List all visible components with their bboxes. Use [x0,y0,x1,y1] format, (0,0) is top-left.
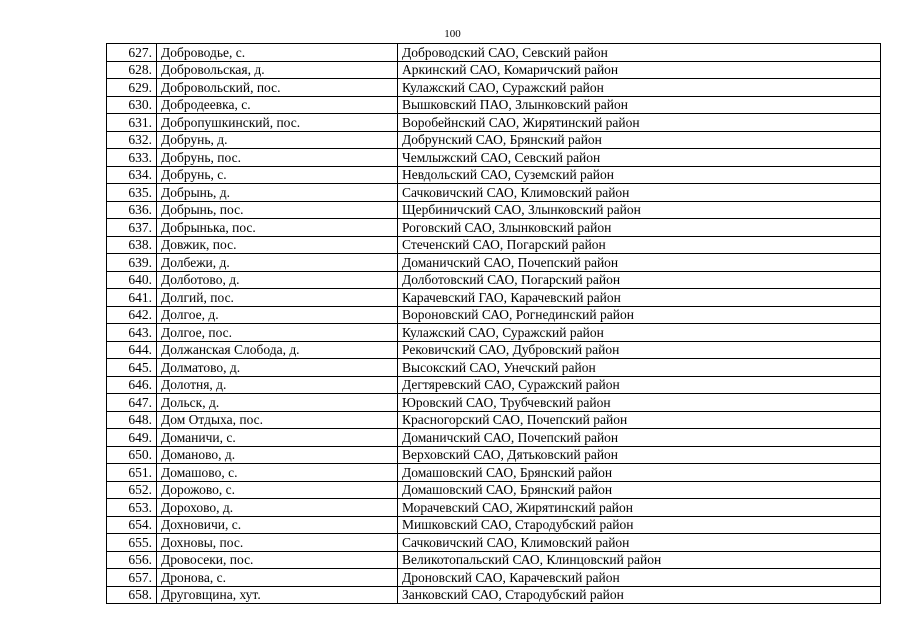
settlement-name: Долотня, д. [157,376,398,394]
administrative-unit: Красногорский САО, Почепский район [398,411,881,429]
administrative-unit: Великотопальский САО, Клинцовский район [398,551,881,569]
administrative-unit: Сачковичский САО, Климовский район [398,534,881,552]
settlements-table [106,43,881,604]
table-row [107,289,881,307]
settlement-name: Добровольский, пос. [157,79,398,97]
administrative-unit: Карачевский ГАО, Карачевский район [398,289,881,307]
settlement-name: Дохновы, пос. [157,534,398,552]
settlement-name: Добропушкинский, пос. [157,114,398,132]
administrative-unit: Стеченский САО, Погарский район [398,236,881,254]
table-row [107,201,881,219]
table-row [107,324,881,342]
row-number: 649. [107,429,157,447]
administrative-unit: Кулажский САО, Суражский район [398,324,881,342]
settlement-name: Добрунь, пос. [157,149,398,167]
settlement-name: Добрунь, д. [157,131,398,149]
settlement-name: Добровольская, д. [157,61,398,79]
table-row [107,306,881,324]
table-row [107,586,881,604]
row-number: 629. [107,79,157,97]
administrative-unit: Невдольский САО, Суземский район [398,166,881,184]
administrative-unit: Кулажский САО, Суражский район [398,79,881,97]
table-row [107,341,881,359]
row-number: 652. [107,481,157,499]
settlement-name: Дом Отдыха, пос. [157,411,398,429]
table-row [107,516,881,534]
table-row [107,481,881,499]
administrative-unit: Доманичский САО, Почепский район [398,429,881,447]
settlement-name: Долбежи, д. [157,254,398,272]
settlement-name: Дровосеки, пос. [157,551,398,569]
row-number: 637. [107,219,157,237]
settlement-name: Долгое, д. [157,306,398,324]
settlement-name: Домашово, с. [157,464,398,482]
row-number: 647. [107,394,157,412]
administrative-unit: Домашовский САО, Брянский район [398,481,881,499]
administrative-unit: Высокский САО, Унечский район [398,359,881,377]
row-number: 635. [107,184,157,202]
row-number: 628. [107,61,157,79]
administrative-unit: Добрунский САО, Брянский район [398,131,881,149]
table-row [107,236,881,254]
table-row [107,464,881,482]
settlement-name: Должанская Слобода, д. [157,341,398,359]
administrative-unit: Занковский САО, Стародубский район [398,586,881,604]
row-number: 658. [107,586,157,604]
settlement-name: Дронова, с. [157,569,398,587]
administrative-unit: Доброводский САО, Севский район [398,44,881,62]
row-number: 644. [107,341,157,359]
row-number: 651. [107,464,157,482]
row-number: 654. [107,516,157,534]
administrative-unit: Сачковичский САО, Климовский район [398,184,881,202]
table-row [107,376,881,394]
row-number: 636. [107,201,157,219]
settlement-name: Добрынька, пос. [157,219,398,237]
settlement-name: Долматово, д. [157,359,398,377]
row-number: 640. [107,271,157,289]
table-row [107,44,881,62]
table-row [107,394,881,412]
row-number: 638. [107,236,157,254]
table-row [107,254,881,272]
table-row [107,166,881,184]
settlement-name: Дорохово, д. [157,499,398,517]
settlement-name: Довжик, пос. [157,236,398,254]
row-number: 645. [107,359,157,377]
administrative-unit: Морачевский САО, Жирятинский район [398,499,881,517]
table-row [107,79,881,97]
row-number: 643. [107,324,157,342]
administrative-unit: Вороновский САО, Рогнединский район [398,306,881,324]
administrative-unit: Дегтяревский САО, Суражский район [398,376,881,394]
administrative-unit: Мишковский САО, Стародубский район [398,516,881,534]
table-row [107,271,881,289]
table-row [107,429,881,447]
administrative-unit: Щербиничский САО, Злынковский район [398,201,881,219]
settlement-name: Долгий, пос. [157,289,398,307]
row-number: 655. [107,534,157,552]
row-number: 650. [107,446,157,464]
row-number: 627. [107,44,157,62]
table-row [107,551,881,569]
table-row [107,61,881,79]
row-number: 639. [107,254,157,272]
row-number: 631. [107,114,157,132]
settlement-name: Дорожово, с. [157,481,398,499]
administrative-unit: Аркинский САО, Комаричский район [398,61,881,79]
row-number: 653. [107,499,157,517]
settlement-name: Долботово, д. [157,271,398,289]
table-row [107,534,881,552]
table-row [107,114,881,132]
settlement-name: Доманичи, с. [157,429,398,447]
row-number: 646. [107,376,157,394]
administrative-unit: Верховский САО, Дятьковский район [398,446,881,464]
settlement-name: Добрынь, д. [157,184,398,202]
row-number: 657. [107,569,157,587]
row-number: 632. [107,131,157,149]
table-row [107,96,881,114]
row-number: 642. [107,306,157,324]
settlement-name: Долгое, пос. [157,324,398,342]
settlement-name: Дольск, д. [157,394,398,412]
administrative-unit: Чемлыжский САО, Севский район [398,149,881,167]
settlement-name: Добрунь, с. [157,166,398,184]
administrative-unit: Доманичский САО, Почепский район [398,254,881,272]
administrative-unit: Долботовский САО, Погарский район [398,271,881,289]
administrative-unit: Рековичский САО, Дубровский район [398,341,881,359]
administrative-unit: Воробейнский САО, Жирятинский район [398,114,881,132]
table-row [107,131,881,149]
row-number: 633. [107,149,157,167]
row-number: 648. [107,411,157,429]
row-number: 656. [107,551,157,569]
settlement-name: Друговщина, хут. [157,586,398,604]
settlement-name: Добродеевка, с. [157,96,398,114]
row-number: 634. [107,166,157,184]
settlement-name: Дохновичи, с. [157,516,398,534]
table-row [107,499,881,517]
administrative-unit: Роговский САО, Злынковский район [398,219,881,237]
table-row [107,446,881,464]
table-row [107,359,881,377]
settlement-name: Доброводье, с. [157,44,398,62]
administrative-unit: Дроновский САО, Карачевский район [398,569,881,587]
table-body [107,44,881,604]
table-row [107,569,881,587]
administrative-unit: Вышковский ПАО, Злынковский район [398,96,881,114]
table-row [107,149,881,167]
page-number: 100 [444,28,461,40]
table-row [107,411,881,429]
table-row [107,219,881,237]
settlement-name: Добрынь, пос. [157,201,398,219]
administrative-unit: Юровский САО, Трубчевский район [398,394,881,412]
row-number: 641. [107,289,157,307]
row-number: 630. [107,96,157,114]
settlement-name: Доманово, д. [157,446,398,464]
administrative-unit: Домашовский САО, Брянский район [398,464,881,482]
table-row [107,184,881,202]
